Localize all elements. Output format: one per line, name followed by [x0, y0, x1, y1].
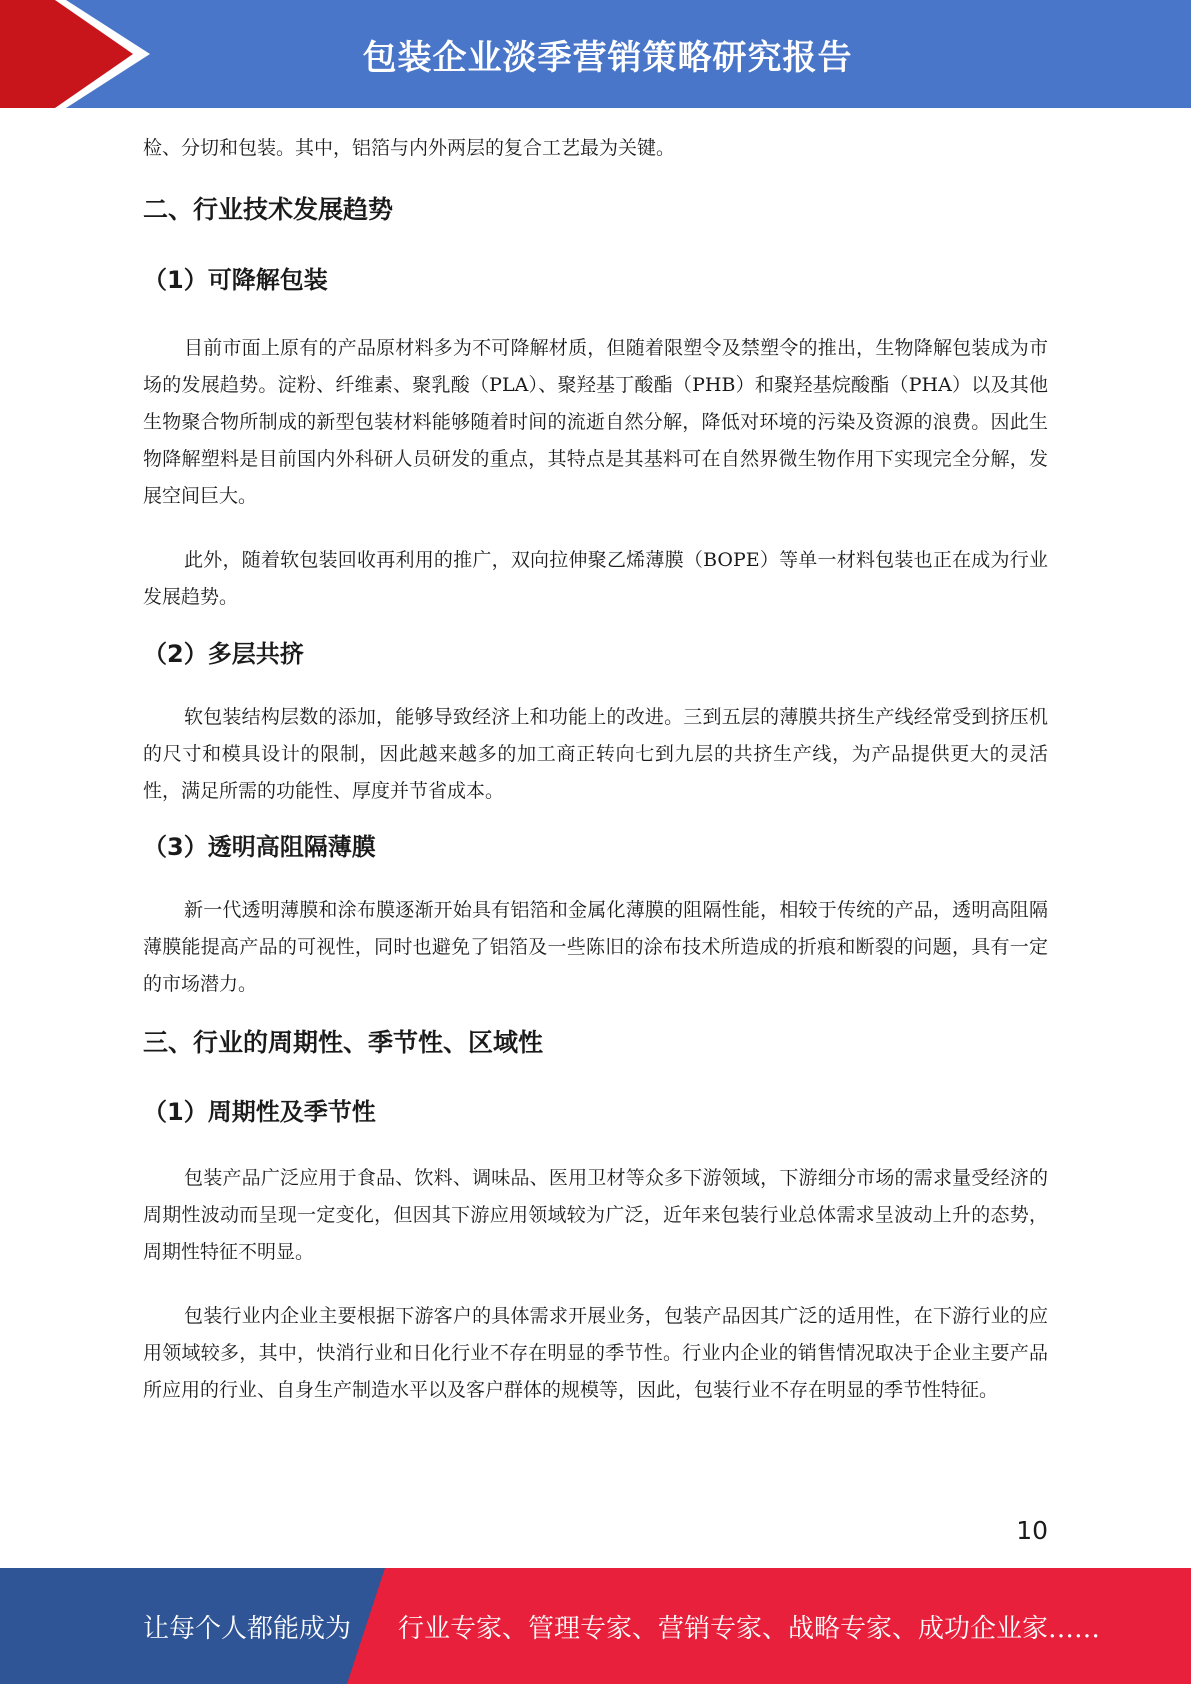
subsection-heading-coextrusion: （2）多层共挤 [143, 640, 304, 668]
paragraph-bope: 此外，随着软包装回收再利用的推广，双向拉伸聚乙烯薄膜（BOPE）等单一材料包装也正在成为行业发展趋势。 [143, 549, 1048, 608]
section-heading-cyclicality: 三、行业的周期性、季节性、区域性 [143, 1028, 544, 1057]
paragraph-cyclicality: 包装产品广泛应用于食品、饮料、调味品、医用卫材等众多下游领域，下游细分市场的需求量受经济的周期性波动而呈现一定变化，但因其下游应用领域较为广泛，近年来包装行业总体需求呈波动上升的态势，周期性特征不明显。 [143, 1167, 1048, 1263]
paragraph-coextrusion: 软包装结构层数的添加，能够导致经济上和功能上的改进。三到五层的薄膜共挤生产线经常受到挤压机的尺寸和模具设计的限制，因此越来越多的加工商正转向七到九层的共挤生产线，为产品提供更大的灵活性，满足所需的功能性、厚度并节省成本。 [143, 706, 1048, 802]
page-footer [0, 1568, 1191, 1684]
section-heading-tech-trends: 二、行业技术发展趋势 [143, 195, 394, 224]
footer-slogan-left: 让每个人都能成为 [143, 1613, 352, 1644]
page-content [143, 130, 1048, 1409]
subsection-heading-barrier-film: （3）透明高阻隔薄膜 [143, 833, 376, 861]
document-title: 包装企业淡季营销策略研究报告 [362, 37, 853, 78]
subsection-heading-degradable: （1）可降解包装 [143, 266, 328, 294]
paragraph-seasonality: 包装行业内企业主要根据下游客户的具体需求开展业务，包装产品因其广泛的适用性，在下游行业的应用领域较多，其中，快消行业和日化行业不存在明显的季节性。行业内企业的销售情况取决于企业主要产品所应用的行业、自身生产制造水平以及客户群体的规模等，因此，包装行业不存在明显的季节性特征。 [143, 1305, 1048, 1401]
page-header [0, 0, 1191, 111]
paragraph-degradable: 目前市面上原有的产品原材料多为不可降解材质，但随着限塑令及禁塑令的推出，生物降解包装成为市场的发展趋势。淀粉、纤维素、聚乳酸（PLA）、聚羟基丁酸酯（PHB）和聚羟基烷酸酯（PHA）以及其他生物聚合物所制成的新型包装材料能够随着时间的流逝自然分解，降低对环境的污染及资源的浪费。因此生物降解塑料是目前国内外科研人员研发的重点，其特点是其基料可在自然界微生物作用下实现完全分解，发展空间巨大。 [143, 337, 1048, 507]
paragraph-barrier-film: 新一代透明薄膜和涂布膜逐渐开始具有铝箔和金属化薄膜的阻隔性能，相较于传统的产品，透明高阻隔薄膜能提高产品的可视性，同时也避免了铝箔及一些陈旧的涂布技术所造成的折痕和断裂的问题，具有一定的市场潜力。 [143, 899, 1048, 995]
subsection-heading-seasonality: （1）周期性及季节性 [143, 1098, 376, 1126]
page-number: 10 [1016, 1516, 1048, 1545]
footer-slogan-right: 行业专家、管理专家、营销专家、战略专家、成功企业家…… [398, 1613, 1101, 1644]
paragraph-continuation: 检、分切和包装。其中，铝箔与内外两层的复合工艺最为关键。 [143, 137, 676, 159]
